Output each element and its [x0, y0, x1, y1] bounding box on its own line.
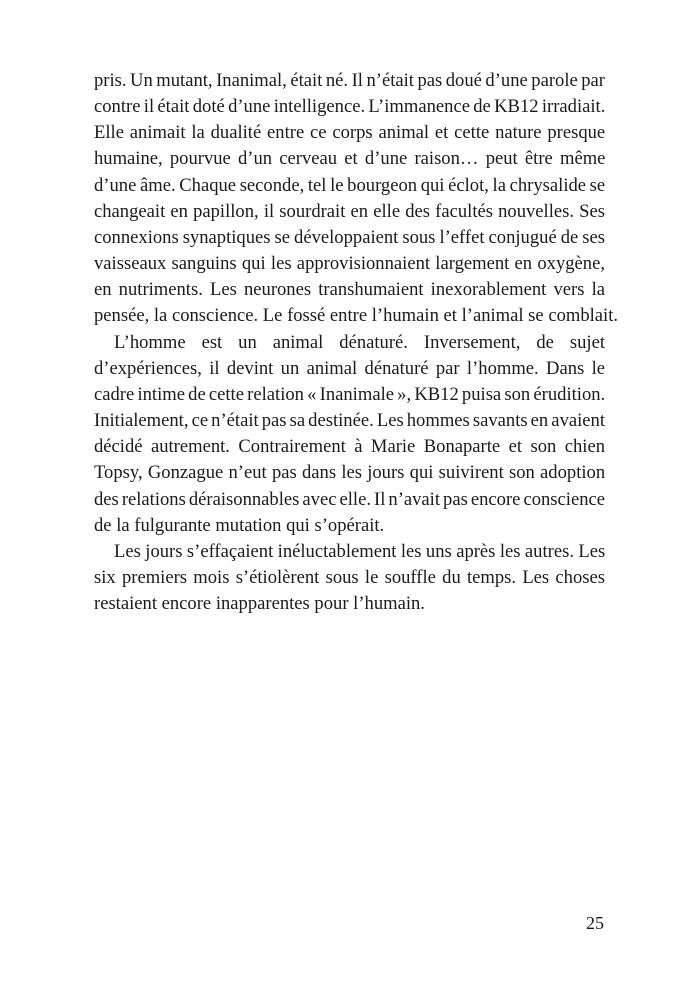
text-line: connexions synaptiques se développaient sous l’effet conjugué de ses: [94, 226, 606, 248]
text-line: des relations déraisonnables avec elle. Il n’avait pas encore conscience: [94, 488, 605, 510]
text-line: restaient encore inapparentes pour l’humain.: [94, 593, 425, 615]
text-line: Elle animait la dualité entre ce corps animal et cette nature presque: [94, 122, 606, 144]
text-line: pris. Un mutant, Inanimal, était né. Il n’était pas doué d’une parole par: [94, 70, 605, 91]
text-line: L’homme est un animal dénaturé. Inversement, de sujet: [114, 331, 605, 353]
text-line: pensée, la conscience. Le fossé entre l’humain et l’animal se comblait.: [94, 305, 619, 327]
text-line: humaine, pourvue d’un cerveau et d’une raison… peut être même: [94, 148, 606, 170]
text-line: Topsy, Gonzague n’eut pas dans les jours qui suivirent son adoption: [94, 462, 606, 484]
text-line: d’expériences, il devint un animal dénaturé par l’homme. Dans le: [94, 357, 605, 379]
text-line: en nutriments. Les neurones transhumaient inexorablement vers la: [94, 279, 605, 301]
body-text: [94, 68, 619, 617]
paragraph-1: [94, 68, 619, 330]
text-line: contre il était doté d’une intelligence. L’immanence de KB12 irradiait.: [94, 96, 606, 118]
page-number: 25: [586, 913, 604, 933]
text-line: décidé autrement. Contrairement à Marie Bonaparte et son chien: [94, 436, 605, 458]
paragraph-3: [94, 539, 605, 617]
text-line: Les jours s’effaçaient inéluctablement les uns après les autres. Les: [114, 540, 606, 562]
text-line: vaisseaux sanguins qui les approvisionnaient largement en oxygène,: [94, 253, 605, 275]
text-line: cadre intime de cette relation « Inanimale », KB12 puisa son érudition.: [94, 383, 606, 405]
text-line: six premiers mois s’étiolèrent sous le souffle du temps. Les choses: [94, 566, 605, 588]
text-line: changeait en papillon, il sourdrait en elle des facultés nouvelles. Ses: [94, 200, 606, 222]
text-line: de la fulgurante mutation qui s’opérait.: [94, 514, 385, 536]
text-line: d’une âme. Chaque seconde, tel le bourgeon qui éclot, la chrysalide se: [94, 174, 606, 196]
text-line: Initialement, ce n’était pas sa destinée. Les hommes savants en avaient: [94, 410, 605, 432]
paragraph-2: [94, 330, 605, 539]
